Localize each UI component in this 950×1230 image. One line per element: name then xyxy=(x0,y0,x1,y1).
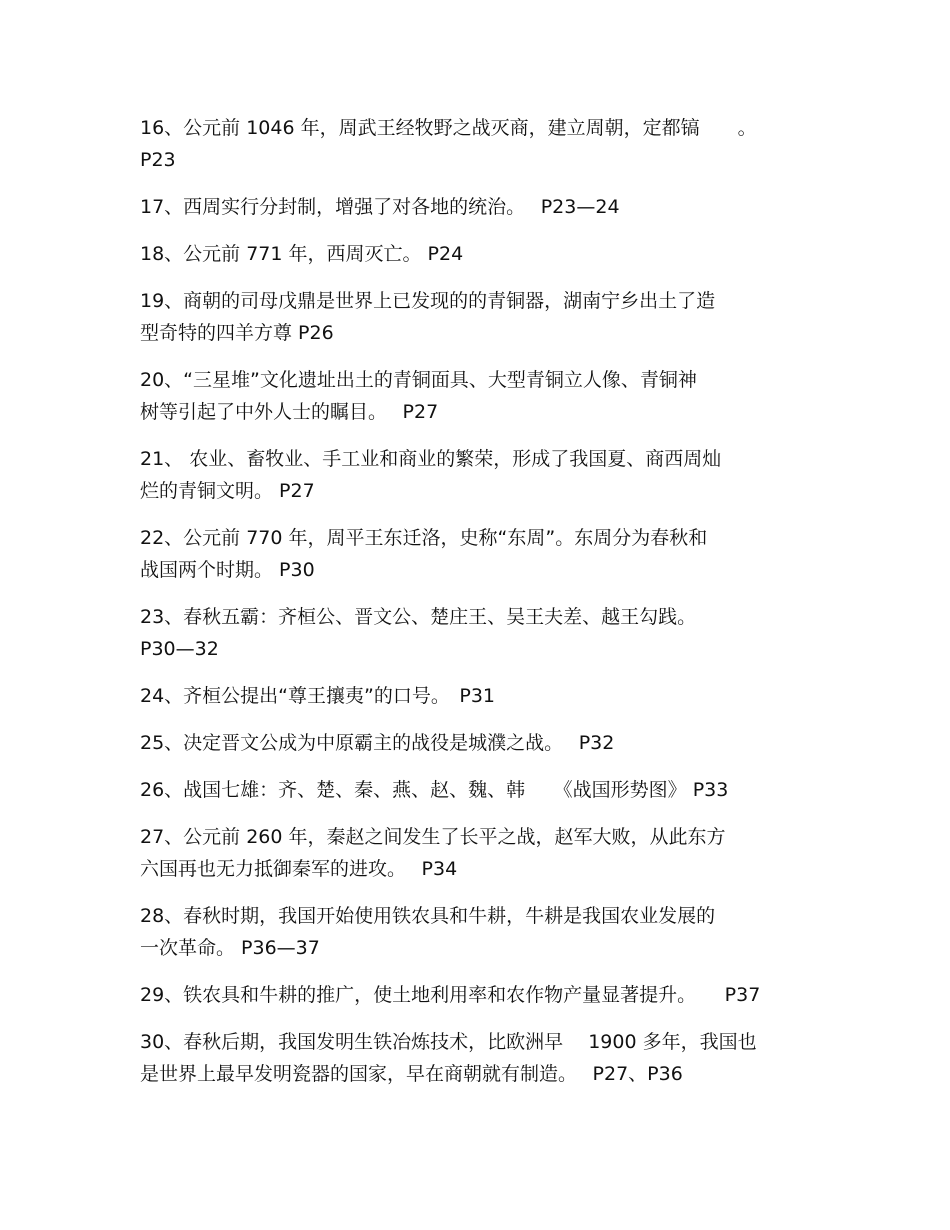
list-item xyxy=(140,821,820,885)
list-item xyxy=(140,1026,820,1090)
item-line: 28、春秋时期，我国开始使用铁农具和牛耕，牛耕是我国农业发展的 xyxy=(140,905,716,927)
list-item xyxy=(140,727,820,759)
item-line: 18、公元前 771 年，西周灭亡。 P24 xyxy=(140,243,464,265)
item-line: 22、公元前 770 年，周平王东迁洛，史称“东周”。东周分为春秋和 xyxy=(140,527,708,549)
item-line: 型奇特的四羊方尊 P26 xyxy=(140,322,334,344)
item-line: 26、战国七雄：齐、楚、秦、燕、赵、魏、韩 《战国形势图》 P33 xyxy=(140,779,729,801)
list-item xyxy=(140,191,820,223)
item-line: 20、“三星堆”文化遗址出土的青铜面具、大型青铜立人像、青铜神 xyxy=(140,369,697,391)
item-line: 25、决定晋文公成为中原霸主的战役是城濮之战。 P32 xyxy=(140,732,615,754)
item-line: 一次革命。 P36—37 xyxy=(140,937,320,959)
item-line: 21、 农业、畜牧业、手工业和商业的繁荣，形成了我国夏、商西周灿 xyxy=(140,448,722,470)
list-item xyxy=(140,285,820,349)
item-line: P23 xyxy=(140,149,176,171)
item-line: 六国再也无力抵御秦军的进攻。 P34 xyxy=(140,858,458,880)
item-line: 27、公元前 260 年，秦赵之间发生了长平之战，赵军大败，从此东方 xyxy=(140,826,726,848)
item-line: 战国两个时期。 P30 xyxy=(140,559,315,581)
item-line: 24、齐桓公提出“尊王攘夷”的口号。 P31 xyxy=(140,685,495,707)
item-line: P30—32 xyxy=(140,638,219,660)
item-line: 17、西周实行分封制，增强了对各地的统治。 P23—24 xyxy=(140,196,620,218)
list-item xyxy=(140,979,820,1011)
item-line: 树等引起了中外人士的瞩目。 P27 xyxy=(140,401,439,423)
item-line: 烂的青铜文明。 P27 xyxy=(140,480,315,502)
list-item xyxy=(140,238,820,270)
item-line: 是世界上最早发明瓷器的国家，早在商朝就有制造。 P27、P36 xyxy=(140,1063,683,1085)
list-item xyxy=(140,443,820,507)
list-item xyxy=(140,774,820,806)
item-line: 19、商朝的司母戊鼎是世界上已发现的的青铜器，湖南宁乡出土了造 xyxy=(140,290,716,312)
document-page xyxy=(140,112,820,1105)
item-line: 30、春秋后期，我国发明生铁冶炼技术，比欧洲早 1900 多年，我国也 xyxy=(140,1031,757,1053)
list-item xyxy=(140,112,820,176)
item-line: 29、铁农具和牛耕的推广，使土地利用率和农作物产量显著提升。 P37 xyxy=(140,984,761,1006)
list-item xyxy=(140,522,820,586)
item-line: 16、公元前 1046 年，周武王经牧野之战灭商，建立周朝，定都镐 。 xyxy=(140,117,757,139)
item-line: 23、春秋五霸：齐桓公、晋文公、楚庄王、吴王夫差、越王勾践。 xyxy=(140,606,697,628)
list-item xyxy=(140,364,820,428)
list-item xyxy=(140,601,820,665)
list-item xyxy=(140,680,820,712)
list-item xyxy=(140,900,820,964)
